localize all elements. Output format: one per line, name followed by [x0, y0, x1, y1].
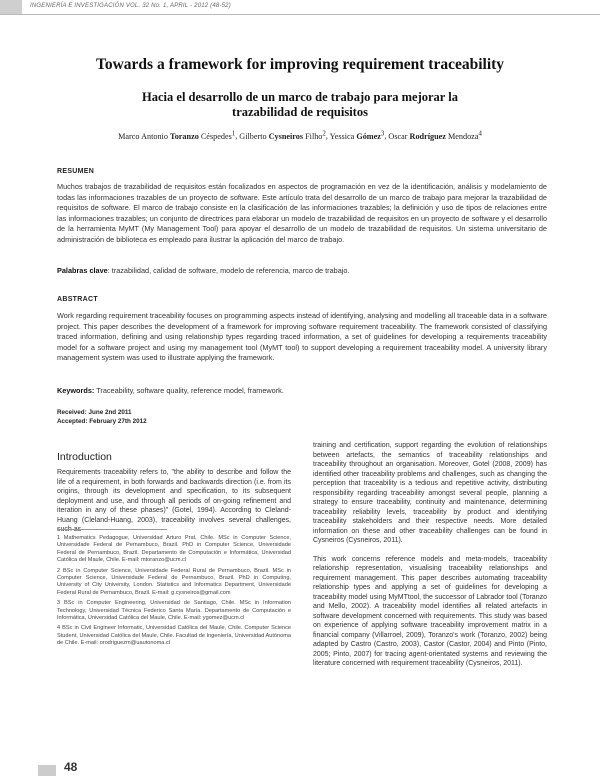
page-number-accent: [38, 765, 56, 776]
abstract-keywords: Keywords: Traceability, software quality, reference model, framework.: [57, 386, 284, 395]
footnote: 4 BSc in Civil Engineer Informatic, Universidad Católica del Maule, Chile. Computer Science Student, Universidad Católica del Maule, Chile. Facultad de Ingeniería, Universidad Autónoma de Chile. E-mail: orodriguezm@uautonoma.cl: [57, 625, 291, 647]
abstract-keywords-label: Keywords:: [57, 386, 95, 395]
subtitle-line-2: trazabilidad de requisitos: [232, 105, 368, 119]
abstract-text: Work regarding requirement traceability focuses on programming aspects instead of identifying, analysing and modelling all traceable data in a software project. This paper describes the development of a framework for improving software requirement traceability. The framework consisted of classifying traced information, defining and using relationship types regarding traced information, a set of guidelines for developing a requirements traceability model for a software project and using my management tool (MyMT tool) to support developing a requirement traceability model. A university library management system was used to illustrate applying the framework.: [57, 311, 547, 363]
footnotes: [57, 535, 291, 651]
intro-paragraph: training and certification, support regarding the evolution of relationships between artefacts, the semantics of traceability relationships and traceability throughout an organisation. Moreover, Gotel (2008, 2009) has identified other traceability problems and challenges, such as changing the perception that traceability is a tedious and repetitive activity, distributing responsibility regarding traceability amongst several people, planning a strategy to ensure traceability, continuity and maintenance, determining traceability reliability levels, traceability by product and identifying traceability stakeholders and their respective needs. More detailed information on these and other traceability challenges can be found in Cysneiros (Cysneiros, 2011).: [313, 442, 547, 544]
author: Yessica Gómez$^3$: [329, 130, 385, 141]
page-number: 48: [64, 760, 78, 774]
footnote: 1 Mathematics Pedagogue, Universidad Arturo Prat, Chile. MSc in Computer Science, Universidade Federal de Pernambuco, Brazil. PhD in Computer Science, Universidade Federal de Pernambuco, Brazil. Departamento de Computación e Informática, Universidad Católica del Maule, Chile. E-mail: mtoranzo@ucm.cl: [57, 535, 291, 564]
abstract-heading: ABSTRACT: [57, 296, 98, 303]
resumen-heading: RESUMEN: [57, 168, 95, 175]
author: Marco Antonio Toranzo Céspedes$^1$: [118, 130, 236, 141]
intro-right-column: [313, 441, 547, 678]
footnote: 3 BSc in Computer Engineering, Universidad de Santiago, Chile. MSc in Information Technology, Universidad Técnica Federico Santa María. Departamento de Computación e Informática, Universidad Católica del Maule, Chile. E-mail: ygomez@ucm.cl: [57, 600, 291, 622]
header-accent-bar: [0, 0, 22, 15]
intro-left-column: [57, 468, 291, 544]
accepted-date: Accepted: February 27th 2012: [57, 418, 147, 425]
header-divider: [0, 14, 600, 15]
journal-citation: INGENIERÍA E INVESTIGACIÓN VOL. 32 No. 1, APRIL - 2012 (48-52): [30, 3, 231, 9]
introduction-heading: Introduction: [57, 451, 112, 463]
paper-title: Towards a framework for improving requirement traceability: [95, 56, 505, 73]
footnote: 2 BSc in Computer Science, Universidade Federal Rural de Pernambuco, Brazil. MSc in Computer Science, Universidade Federal de Pernambuco, Brazil. PhD in Computing, University of City University, London. Statistics and Informatics Department, Universidade Federal Rural de Pernambuco, Brazil. E-mail: g.cysneiros@gmail.com: [57, 567, 291, 596]
intro-paragraph: This work concerns reference models and meta-models, traceability relationship representation, visualising traceability relationships and requirement management. This paper describes automating traceability relationship types and applying a set of guidelines for developing a traceability model using MyMTtool, the successor of Labrador tool (Toranzo and Mello, 2002). A traceability model identifies all related artefacts in software development concerned with requirements. This study was based on experience of applying software traceability improvement matrix in a financial company (Villarroel, 2009), Toranzo's work (Toranzo, 2002) being adapted by Castro (Castro, 2003), Castor (Castor, 2004) and Pinto (Pinto, 2005; Pinto, 2007) for tracing agent-orientated systems and reviewing the literature concerned with requirement traceability (Cysneiros, 2011).: [313, 555, 547, 667]
subtitle-line-1: Hacia el desarrollo de un marco de trabajo para mejorar la: [142, 90, 458, 104]
paper-subtitle: [0, 90, 600, 120]
article-dates: [57, 408, 147, 426]
intro-paragraph: Requirements traceability refers to, "the ability to describe and follow the life of a requirement, in both forwards and backwards direction (i.e. from its origins, through its development and specification, to its subsequent deployment and use, and through all periods of on-going refinement and iteration in any of these phases)" (Gotel, 1994). According to Cleland-Huang (Cleland-Huang, 2003), traceability involves several challenges,: [57, 469, 291, 524]
author-list: Marco Antonio Toranzo Céspedes$^1$, Gilberto Cysneiros Filho$^2$, Yessica Gómez$^3$, Oscar Rodríguez Mendoza$^4$: [118, 130, 482, 141]
resumen-keywords-label: Palabras clave: [57, 266, 108, 275]
running-header: [0, 0, 600, 18]
resumen-text: Muchos trabajos de trazabilidad de requisitos están focalizados en aspectos de programación en vez de la identificación, análisis y modelamiento de todas las informaciones trazables de un proyecto de software. Este artículo trata del desarrollo de un marco de trabajo para mejorar la trazabilidad de requisitos de software. El marco de trabajo consiste en la clasificación de las informaciones trazables; la definición y uso de tipos de relaciones entre las informaciones trazables; un conjunto de directrices para elaborar un modelo de trazabilidad de requisitos en un proyecto de software y el desarrollo de la herramienta MyMT (My Management Tool) para apoyar el desarrollo de un modelo de trazabilidad de requisitos. Un sistema universitario de administración de biblioteca es empleado para ilustrar la aplicación del marco de trabajo.: [57, 182, 547, 244]
author: Gilberto Cysneiros Filho$^2$: [239, 130, 326, 141]
resumen-keywords: Palabras clave: trazabilidad, calidad de software, modelo de referencia, marco de trabajo.: [57, 266, 350, 275]
received-date: Received: June 2nd 2011: [57, 409, 132, 416]
author: Oscar Rodríguez Mendoza$^4$: [388, 130, 482, 141]
footnote-divider: [57, 529, 167, 530]
